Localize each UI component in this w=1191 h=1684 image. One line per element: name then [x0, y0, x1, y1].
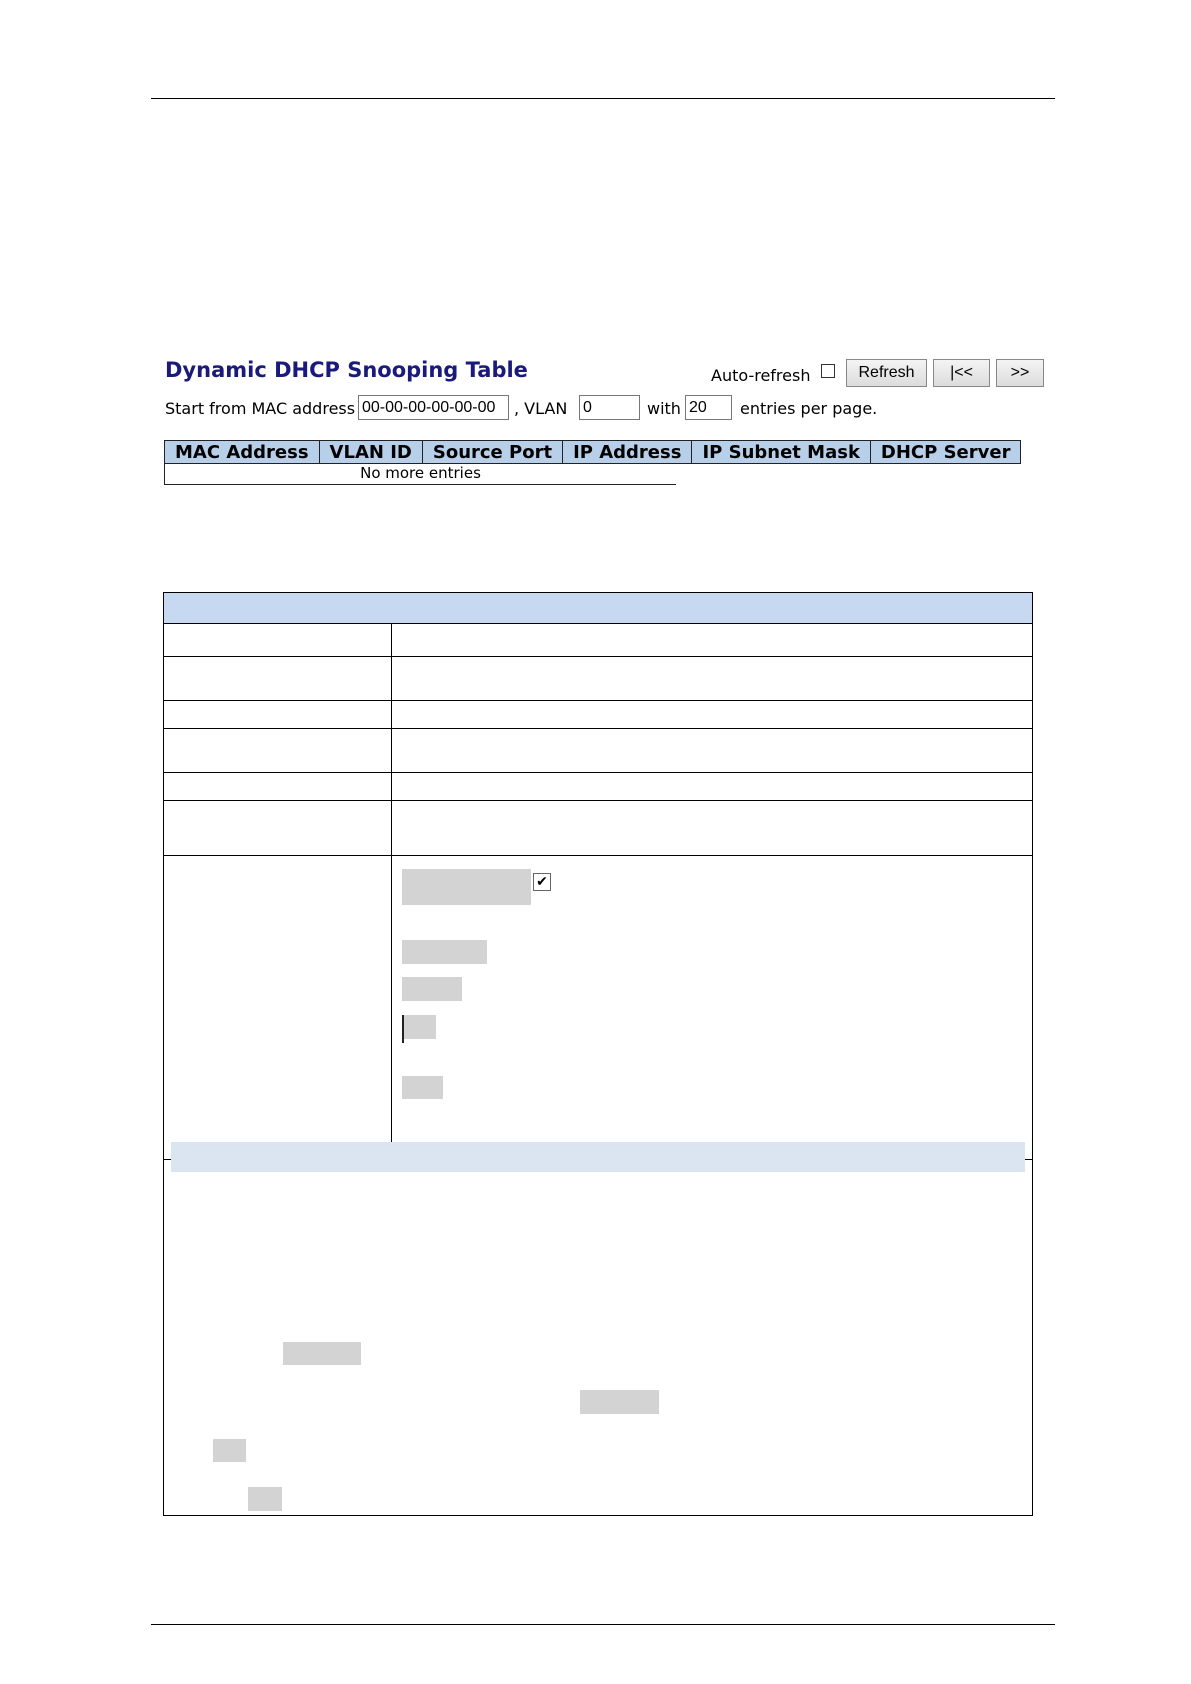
- redacted-block: [402, 940, 487, 964]
- column-header: IP Subnet Mask: [692, 441, 870, 464]
- start-from-label: Start from MAC address: [165, 399, 356, 418]
- redacted-block: [580, 1390, 659, 1414]
- auto-refresh-checkbox[interactable]: [821, 364, 835, 378]
- description-row: [164, 701, 1032, 729]
- column-separator: [391, 624, 392, 1159]
- redacted-block: [248, 1487, 282, 1511]
- description-table: [163, 592, 1033, 1516]
- vlan-label: , VLAN: [514, 399, 568, 418]
- column-header: MAC Address: [165, 441, 320, 464]
- column-header: DHCP Server: [870, 441, 1021, 464]
- redacted-block: [402, 1076, 443, 1099]
- column-header: Source Port: [422, 441, 562, 464]
- page-header-rule: [151, 98, 1055, 99]
- start-vlan-input[interactable]: [579, 395, 640, 420]
- description-row: [164, 657, 1032, 701]
- refresh-button[interactable]: Refresh: [846, 359, 927, 387]
- redacted-block: [402, 869, 531, 905]
- entries-per-page-input[interactable]: [685, 395, 732, 420]
- redacted-block: [404, 1015, 436, 1039]
- redacted-block: [402, 977, 462, 1001]
- description-row: [164, 729, 1032, 773]
- dhcp-snooping-table-title: Dynamic DHCP Snooping Table: [165, 358, 528, 382]
- auto-refresh-label: Auto-refresh: [711, 366, 811, 385]
- dhcp-snooping-table: [164, 440, 1021, 464]
- next-page-button[interactable]: >>: [996, 359, 1044, 387]
- column-header: IP Address: [563, 441, 692, 464]
- description-row: [164, 856, 1032, 1160]
- description-row: [164, 624, 1032, 657]
- description-row: [164, 773, 1032, 801]
- table-header-row: [165, 441, 1021, 464]
- with-label: with: [647, 399, 681, 418]
- column-header: VLAN ID: [319, 441, 422, 464]
- empty-table-message: No more entries: [164, 463, 676, 485]
- page-footer-rule: [151, 1624, 1055, 1625]
- entries-per-page-label: entries per page.: [740, 399, 878, 418]
- redacted-block: [283, 1342, 361, 1365]
- first-page-button[interactable]: |<<: [933, 359, 990, 387]
- checkbox-icon: ✔: [533, 873, 551, 891]
- text-cursor-icon: [402, 1015, 404, 1043]
- description-subheader: [171, 1142, 1025, 1172]
- dhcp-snooping-screenshot: [160, 355, 1055, 495]
- description-row: [164, 801, 1032, 856]
- start-mac-input[interactable]: [358, 395, 509, 420]
- description-header: [164, 593, 1032, 624]
- redacted-block: [213, 1439, 246, 1462]
